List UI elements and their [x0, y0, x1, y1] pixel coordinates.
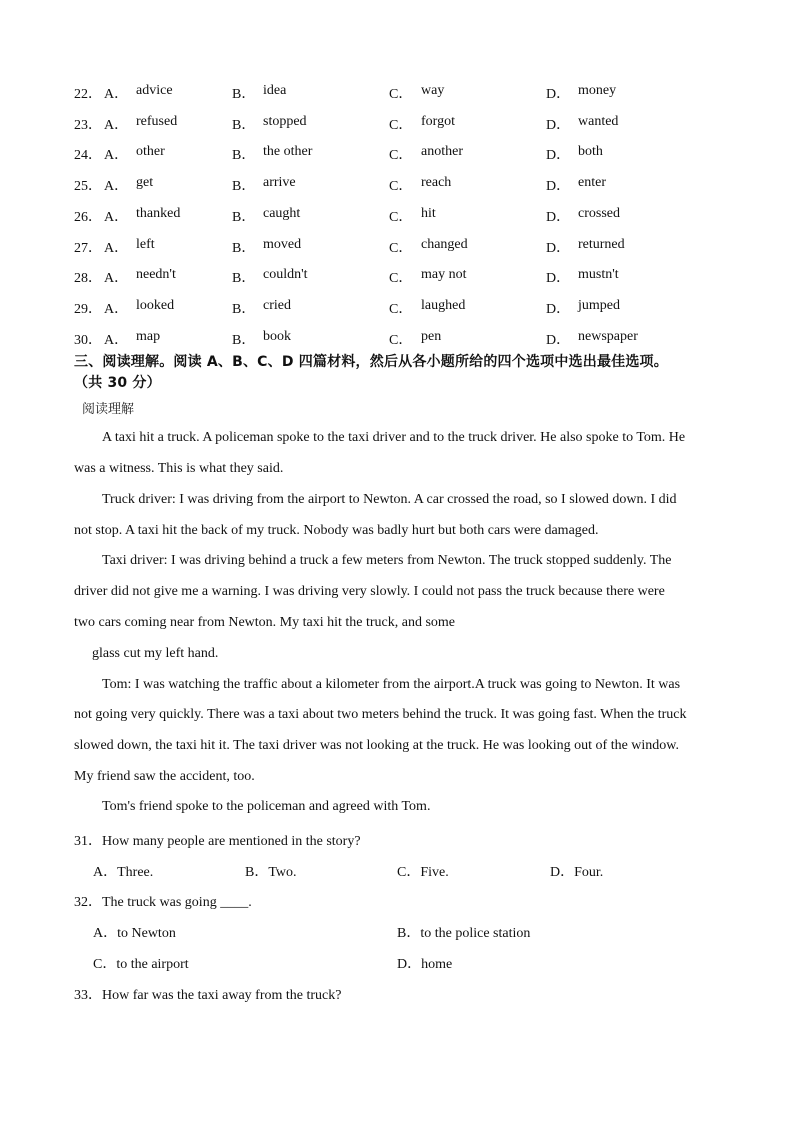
option-letter-c: C． [389, 271, 413, 287]
option-letter-d: D． [546, 301, 571, 317]
option-letter-a: A． [104, 301, 129, 317]
passage-line: A taxi hit a truck. A policeman spoke to the taxi driver and to the truck driver. He also spoke to Tom. He [102, 430, 686, 445]
section-heading [74, 352, 754, 394]
answer-option-d[interactable]: crossed [578, 205, 620, 221]
passage-line: My friend saw the accident, too. [74, 769, 255, 784]
cloze-option-row [0, 237, 794, 259]
section-heading-line1: 三、阅读理解。阅读 A、B、C、D 四篇材料，然后从各小题所给的四个选项中选出最佳选项。 [74, 354, 668, 370]
option-letter-c: C． [389, 301, 413, 317]
answer-option-b[interactable]: book [263, 328, 291, 344]
passage-line: Tom: I was watching the traffic about a kilometer from the airport.A truck was going to Newton. It was [102, 677, 681, 692]
question-number: 27． [74, 240, 102, 256]
cloze-option-row [0, 114, 794, 136]
answer-option-a[interactable]: refused [136, 113, 178, 129]
option-letter-a: A． [104, 332, 129, 348]
option-letter-b: B． [232, 271, 256, 287]
cloze-option-row [0, 267, 794, 289]
option-letter-a: A． [104, 209, 129, 225]
answer-option-d[interactable]: wanted [578, 113, 619, 129]
option-letter-b: B． [232, 179, 256, 195]
answer-option-a[interactable]: advice [136, 83, 173, 98]
answer-option-b[interactable]: the other [263, 144, 313, 160]
answer-option-a[interactable]: thanked [136, 205, 181, 221]
question-number: 24． [74, 148, 102, 164]
option-letter-d: D． [546, 179, 571, 195]
passage-line: slowed down, the taxi hit it. The taxi driver was not looking at the truck. He was looking out of the window. [74, 738, 680, 753]
answer-option-d[interactable]: enter [578, 175, 606, 191]
option-letter-a: A． [104, 271, 129, 287]
answer-option-b[interactable]: B．to the police station [397, 926, 531, 941]
option-letter-c: C． [389, 332, 413, 348]
answer-option-c[interactable]: changed [421, 236, 468, 252]
passage-line: not going very quickly. There was a taxi about two meters behind the truck. It was going fast. When the truck [74, 707, 687, 722]
question-stem: 31．How many people are mentioned in the story? [74, 834, 361, 849]
section-heading-line2: （共 30 分） [74, 375, 161, 391]
question-number: 29． [74, 301, 102, 317]
answer-option-a[interactable]: needn't [136, 267, 176, 283]
answer-option-a[interactable]: looked [136, 297, 175, 313]
option-letter-b: B． [232, 209, 256, 225]
answer-option-d[interactable]: jumped [578, 297, 620, 313]
answer-option-d[interactable]: returned [578, 236, 625, 252]
answer-option-a[interactable]: A．to Newton [93, 926, 176, 941]
answer-option-a[interactable]: left [136, 236, 155, 252]
option-letter-a: A． [104, 179, 129, 195]
answer-option-a[interactable]: other [136, 144, 165, 160]
answer-option-c[interactable]: C．Five. [397, 865, 449, 880]
answer-option-b[interactable]: arrive [263, 175, 296, 191]
answer-option-b[interactable]: idea [263, 83, 287, 98]
option-letter-a: A． [104, 148, 129, 164]
option-letter-d: D． [546, 209, 571, 225]
option-letter-c: C． [389, 148, 413, 164]
answer-option-d[interactable]: money [578, 83, 617, 98]
option-letter-a: A． [104, 87, 129, 102]
cloze-option-row [0, 329, 794, 351]
question-stem: 33．How far was the taxi away from the truck? [74, 988, 342, 1003]
question-number: 23． [74, 117, 102, 133]
option-letter-d: D． [546, 332, 571, 348]
passage-line: was a witness. This is what they said. [74, 461, 284, 476]
option-letter-d: D． [546, 87, 571, 102]
answer-option-d[interactable]: newspaper [578, 328, 638, 344]
answer-option-d[interactable]: D．home [397, 957, 453, 972]
answer-option-d[interactable]: mustn't [578, 267, 619, 283]
question-stem: 32．The truck was going ____. [74, 895, 252, 910]
question-number: 30． [74, 332, 102, 348]
answer-option-c[interactable]: way [421, 83, 445, 98]
option-letter-d: D． [546, 271, 571, 287]
option-letter-c: C． [389, 240, 413, 256]
answer-option-d[interactable]: D．Four. [550, 865, 604, 880]
answer-option-b[interactable]: caught [263, 205, 301, 221]
passage-line: driver did not give me a warning. I was driving very slowly. I could not pass the truck because there were [74, 584, 665, 599]
option-letter-b: B． [232, 117, 256, 133]
answer-option-b[interactable]: stopped [263, 113, 307, 129]
answer-option-b[interactable]: cried [263, 297, 291, 313]
answer-option-d[interactable]: both [578, 144, 603, 160]
option-letter-b: B． [232, 87, 256, 102]
passage-line: Tom's friend spoke to the policeman and agreed with Tom. [102, 799, 431, 814]
answer-option-c[interactable]: reach [421, 175, 452, 191]
answer-option-c[interactable]: forgot [421, 113, 455, 129]
answer-option-b[interactable]: couldn't [263, 267, 308, 283]
answer-option-c[interactable]: may not [421, 267, 467, 283]
cloze-option-row [0, 144, 794, 166]
cloze-option-row [0, 83, 794, 105]
cloze-option-row [0, 175, 794, 197]
option-letter-c: C． [389, 117, 413, 133]
passage-line: glass cut my left hand. [92, 646, 219, 661]
option-letter-c: C． [389, 209, 413, 225]
passage-line: not stop. A taxi hit the back of my truck. Nobody was badly hurt but both cars were damaged. [74, 523, 599, 538]
option-letter-b: B． [232, 240, 256, 256]
cloze-option-row [0, 298, 794, 320]
answer-option-c[interactable]: laughed [421, 297, 466, 313]
option-letter-d: D． [546, 240, 571, 256]
option-letter-d: D． [546, 148, 571, 164]
option-letter-a: A． [104, 117, 129, 133]
option-letter-a: A． [104, 240, 129, 256]
answer-option-c[interactable]: hit [421, 205, 436, 221]
passage-line: Taxi driver: I was driving behind a truck a few meters from Newton. The truck stopped suddenly. The [102, 553, 672, 568]
question-number: 26． [74, 209, 102, 225]
option-letter-c: C． [389, 179, 413, 195]
option-letter-b: B． [232, 332, 256, 348]
passage-line: Truck driver: I was driving from the airport to Newton. A car crossed the road, so I slowed down. I did [102, 492, 677, 507]
passage-label: 阅读理解 [82, 402, 135, 417]
answer-option-a[interactable]: map [136, 328, 161, 344]
cloze-option-row [0, 206, 794, 228]
option-letter-d: D． [546, 117, 571, 133]
option-letter-b: B． [232, 148, 256, 164]
answer-option-a[interactable]: get [136, 175, 154, 191]
answer-option-c[interactable]: another [421, 144, 463, 160]
answer-option-a[interactable]: A．Three. [93, 865, 154, 880]
answer-option-b[interactable]: B．Two. [245, 865, 297, 880]
passage-line: two cars coming near from Newton. My taxi hit the truck, and some [74, 615, 456, 630]
answer-option-c[interactable]: C．to the airport [93, 957, 189, 972]
option-letter-c: C． [389, 87, 413, 102]
question-number: 25． [74, 179, 102, 195]
question-number: 28． [74, 271, 102, 287]
answer-option-c[interactable]: pen [421, 328, 442, 344]
answer-option-b[interactable]: moved [263, 236, 302, 252]
option-letter-b: B． [232, 301, 256, 317]
question-number: 22． [74, 87, 102, 102]
